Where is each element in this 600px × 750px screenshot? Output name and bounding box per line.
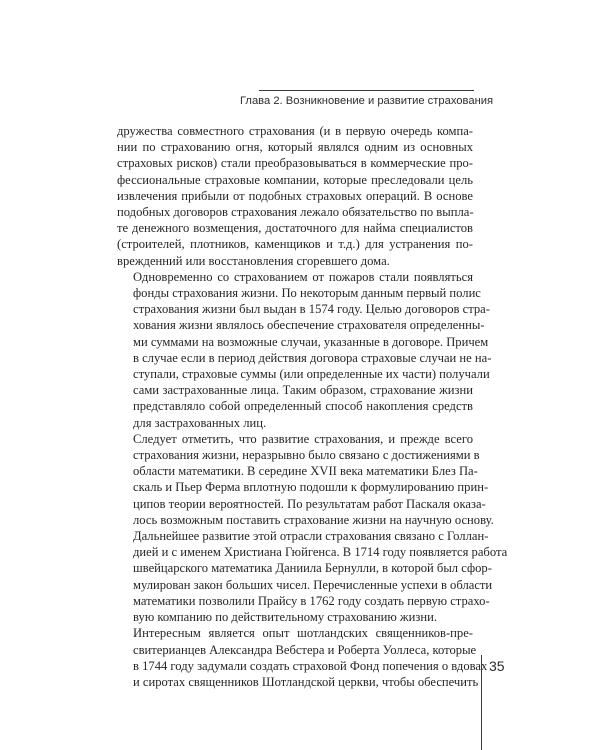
text-line: скаль и Пьер Ферма вплотную подошли к формулированию прин-	[133, 480, 489, 495]
text-line: для застрахованных лиц.	[133, 415, 267, 430]
text-line: представляло собой определенный способ накопления средств	[133, 399, 473, 414]
text-line: хования жизни являлось обеспечение страхователя определенны-	[133, 318, 485, 333]
text-line: те денежного возмещения, достаточного для найма специалистов	[117, 221, 473, 236]
text-line: страхования жизни был выдан в 1574 году. Целью договоров стра-	[133, 302, 490, 317]
text-line: мулирован закон больших чисел. Перечисленные успехи в области	[133, 577, 493, 592]
page-number: 35	[489, 658, 505, 674]
text-line: Интересным является опыт шотландских священников-пре-	[133, 626, 473, 641]
text-line: области математики. В середине XVII века математики Блез Па-	[133, 464, 478, 479]
text-line: (строителей, плотников, каменщиков и т.д.) для устранения по-	[117, 237, 473, 252]
paragraph-2	[117, 269, 492, 431]
text-line: фонды страхования жизни. По некоторым данным первый полис	[133, 286, 481, 301]
text-line: дружества совместного страхования (и в первую очередь компа-	[117, 124, 473, 138]
text-line: подобных договоров страхования лежало обязательство по выпла-	[117, 205, 474, 220]
text-line: дией и с именем Христиана Гюйгенса. В 1714 году появляется работа	[133, 545, 508, 560]
header-rule	[259, 90, 474, 91]
text-line: Дальнейшее развитие этой отрасли страхования связано с Голлан-	[133, 529, 489, 544]
page-number-rule	[481, 655, 482, 750]
text-line: математики позволили Прайсу в 1762 году создать первую страхо-	[133, 593, 490, 608]
text-line: ступали, страховые суммы (или определенные их части) получали	[133, 367, 490, 382]
running-head: Глава 2. Возникновение и развитие страхования	[240, 95, 494, 107]
text-line: Следует отметить, что развитие страхования, и прежде всего	[133, 431, 473, 446]
text-line: сами застрахованные лица. Таким образом, страхование жизни	[133, 383, 473, 398]
text-line: ми суммами на возможные случаи, указанные в договоре. Причем	[133, 334, 489, 349]
text-line: фессиональные страховые компании, которые преследовали цель	[117, 172, 473, 187]
text-line: вую компанию по действительному страхованию жизни.	[133, 610, 437, 625]
paragraph-4	[117, 625, 488, 690]
text-line: швейцарского математика Даниила Бернулли, в которой был сфор-	[133, 561, 492, 576]
text-line: и сиротах священников Шотландской церкви, чтобы обеспечить	[133, 674, 479, 689]
text-line: в случае если в период действия договора страховые случаи не на-	[133, 350, 492, 365]
text-line: лось возможным поставить страхование жизни на научную основу.	[133, 512, 494, 527]
text-line: Одновременно со страхованием от пожаров стали появляться	[133, 269, 473, 284]
paragraph-3	[117, 431, 508, 625]
text-line: свитерианцев Александра Вебстера и Роберта Уоллеса, которые	[133, 642, 477, 657]
text-line: нии по страхованию огня, который являлся одним из основных	[117, 140, 473, 155]
text-line: извлечения прибыли от подобных страховых операций. В основе	[117, 188, 473, 203]
text-line: ципов теории вероятностей. По результатам работ Паскаля оказа-	[133, 496, 486, 511]
text-line: в 1744 году задумали создать страховой Фонд попечения о вдовах	[133, 658, 488, 673]
paragraph-1	[117, 123, 473, 269]
text-line: страховых рисков) стали преобразовываться в коммерческие про-	[117, 156, 473, 171]
text-line: страхования жизни, неразрывно было связано с достижениями в	[133, 448, 480, 463]
text-line: врежденний или восстановления сгоревшего дома.	[117, 253, 390, 268]
